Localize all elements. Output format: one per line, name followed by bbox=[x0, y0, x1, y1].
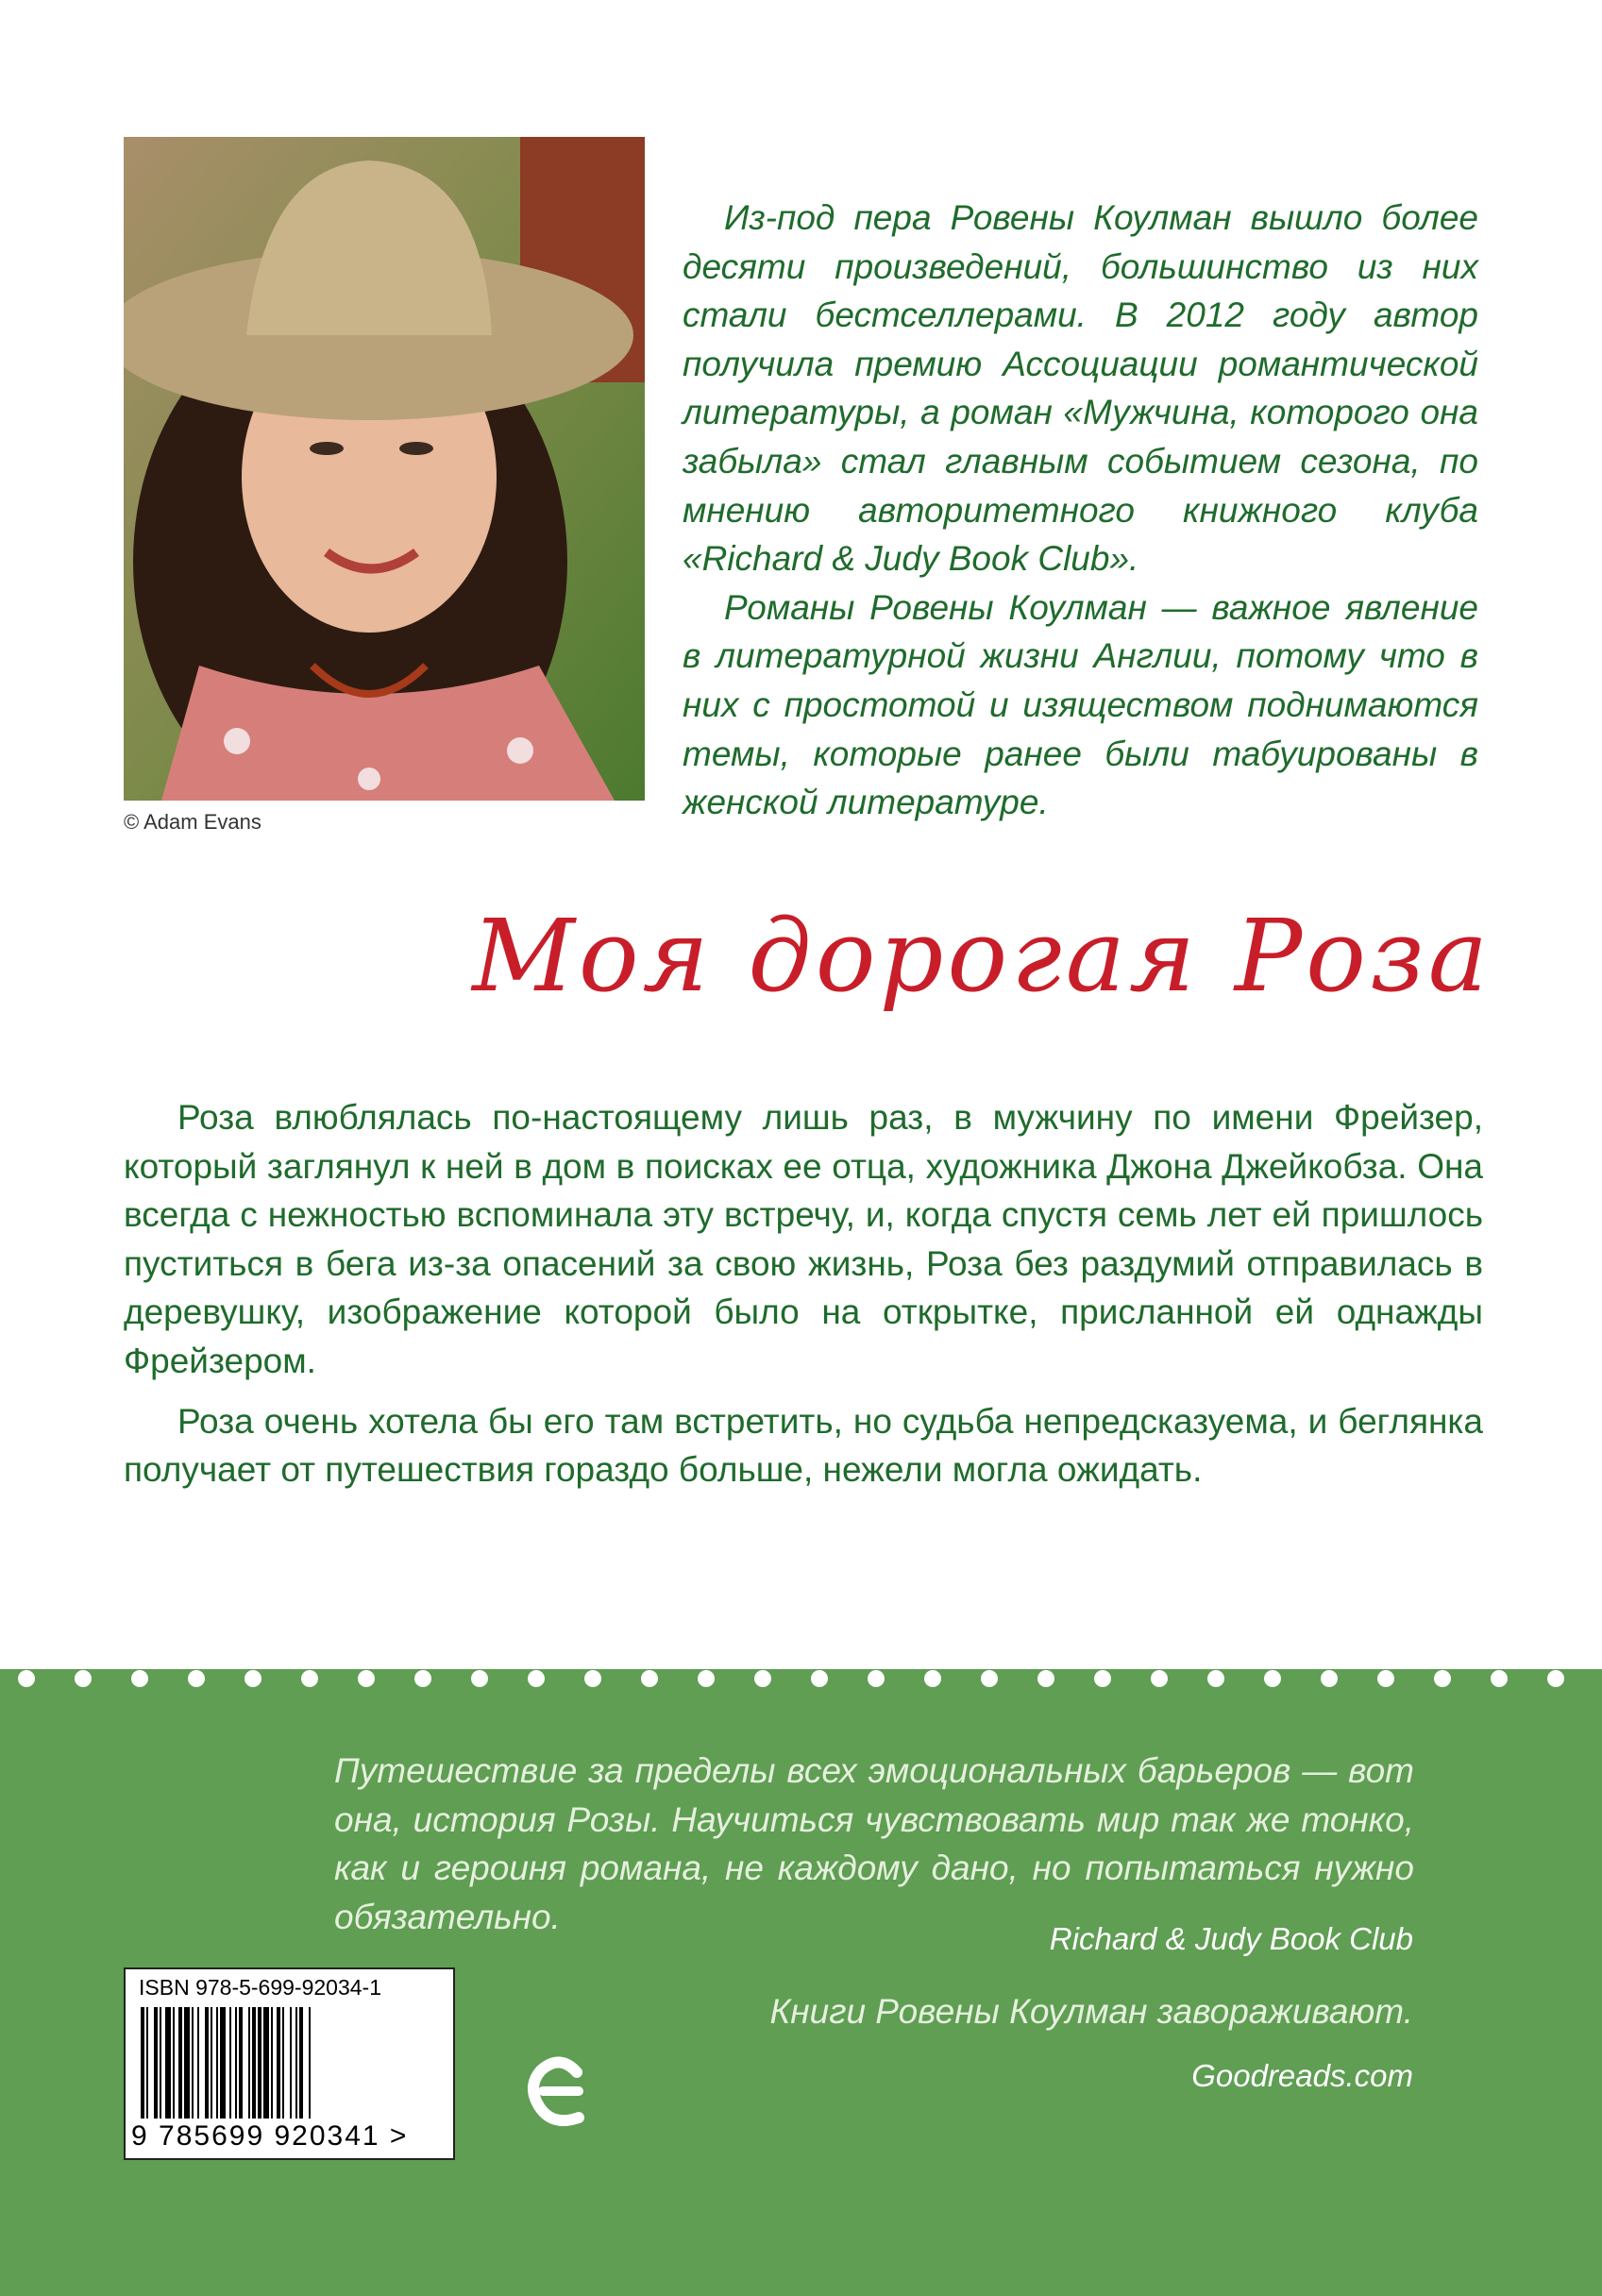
binding-ring bbox=[471, 1670, 488, 1687]
author-bio bbox=[683, 194, 1478, 827]
binding-ring bbox=[131, 1670, 148, 1687]
binding-ring bbox=[75, 1670, 92, 1687]
review-quote-2: Книги Ровены Коулман завораживают. bbox=[769, 1992, 1413, 2031]
binding-ring bbox=[18, 1670, 35, 1687]
barcode-bar bbox=[290, 2007, 292, 2119]
binding-ring bbox=[981, 1670, 998, 1687]
photo-credit: © Adam Evans bbox=[124, 810, 261, 834]
barcode-bar bbox=[141, 2007, 144, 2119]
publisher-logo-icon bbox=[522, 2044, 598, 2138]
barcode-bar bbox=[229, 2007, 231, 2119]
binding-ring bbox=[1491, 1670, 1508, 1687]
barcode-digits: 9 785699 920341 > bbox=[131, 2120, 409, 2152]
review-quote-source: Richard & Judy Book Club bbox=[1049, 1921, 1413, 1956]
bio-paragraph: Романы Ровены Коулман — важное явление в литературной жизни Англии, потому что в них с простотой и изяществом поднимаются темы, которые ранее были табуированы в женской литературе. bbox=[683, 587, 1478, 822]
barcode-bar bbox=[299, 2007, 303, 2119]
binding-ring bbox=[1037, 1670, 1054, 1687]
binding-ring bbox=[584, 1670, 601, 1687]
isbn-label: ISBN 978-5-699-92034-1 bbox=[139, 1975, 381, 2000]
book-title: Моя дорогая Роза bbox=[472, 898, 1492, 1014]
binding-ring bbox=[811, 1670, 828, 1687]
binding-ring bbox=[924, 1670, 941, 1687]
barcode-bar bbox=[252, 2007, 256, 2119]
binding-ring bbox=[1207, 1670, 1224, 1687]
review-quote: Путешествие за пределы всех эмоциональных барьеров — вот она, история Розы. Научиться чувствовать мир так же тонко, как и героиня романа, не каждому дано, но попытаться нужно обязательно. bbox=[334, 1751, 1414, 1936]
binding-ring bbox=[1094, 1670, 1111, 1687]
bio-paragraph: Из-под пера Ровены Коулман вышло более десяти произведений, большинство из них стали бестселлерами. В 2012 году автор получила премию Ассоциации романтической литературы, а роман «Мужчина, которого она забыла» стал главным событием сезона, по мнению авторитетного книжного клуба «Richard & Judy Book Club». bbox=[683, 198, 1478, 579]
barcode-bar bbox=[184, 2007, 190, 2119]
barcode-bar bbox=[173, 2007, 175, 2119]
binding-ring bbox=[868, 1670, 885, 1687]
barcode-bar bbox=[165, 2007, 171, 2119]
binding-ring bbox=[1321, 1670, 1338, 1687]
binding-ring bbox=[1377, 1670, 1394, 1687]
barcode-bar bbox=[295, 2007, 297, 2119]
binding-ring bbox=[1434, 1670, 1451, 1687]
annotation-paragraph: Роза очень хотела бы его там встретить, но судьба непредсказуема, и беглянка получает от путешествия гораздо больше, нежели могла ожидать. bbox=[124, 1401, 1483, 1490]
barcode-bar bbox=[205, 2007, 209, 2119]
binding-ring bbox=[698, 1670, 715, 1687]
binding-ring bbox=[1264, 1670, 1281, 1687]
binding-ring bbox=[641, 1670, 658, 1687]
barcode-bar bbox=[309, 2007, 311, 2119]
binding-ring bbox=[1547, 1670, 1564, 1687]
barcode-bar bbox=[192, 2007, 194, 2119]
barcode-block bbox=[124, 1967, 455, 2160]
barcode-icon bbox=[137, 2007, 441, 2119]
binding-ring bbox=[1151, 1670, 1168, 1687]
book-annotation bbox=[124, 1093, 1483, 1506]
binding-ring bbox=[245, 1670, 261, 1687]
barcode-bar bbox=[258, 2007, 261, 2119]
barcode-bar bbox=[239, 2007, 243, 2119]
review-quote-2-source: Goodreads.com bbox=[1191, 2058, 1413, 2093]
barcode-bar bbox=[178, 2007, 182, 2119]
barcode-bar bbox=[154, 2007, 158, 2119]
barcode-bar bbox=[263, 2007, 269, 2119]
binding-ring bbox=[188, 1670, 205, 1687]
annotation-paragraph: Роза влюблялась по-настоящему лишь раз, в мужчину по имени Фрейзер, который заглянул к ней в дом в поисках ее отца, художника Джона Джейкобза. Она всегда с нежностью вспоминала эту встречу, и, когда спустя семь лет ей пришлось пуститься в бега из-за опасений за свою жизнь, Роза без раздумий отправилась в деревушку, изображение которой было на открытке, присланной ей однажды Фрейзером. bbox=[124, 1098, 1483, 1380]
binding-ring bbox=[414, 1670, 431, 1687]
barcode-bar bbox=[220, 2007, 226, 2119]
binding-ring bbox=[754, 1670, 771, 1687]
barcode-bar bbox=[235, 2007, 237, 2119]
barcode-bar bbox=[216, 2007, 218, 2119]
binding-ring bbox=[528, 1670, 545, 1687]
binding-ring bbox=[358, 1670, 375, 1687]
barcode-bar bbox=[277, 2007, 280, 2119]
barcode-bar bbox=[248, 2007, 250, 2119]
barcode-bar bbox=[271, 2007, 273, 2119]
binding-ring bbox=[301, 1670, 318, 1687]
barcode-bar bbox=[197, 2007, 199, 2119]
binding-rings bbox=[0, 1643, 1602, 1709]
barcode-bar bbox=[282, 2007, 284, 2119]
barcode-bar bbox=[146, 2007, 148, 2119]
barcode-bar bbox=[211, 2007, 212, 2119]
author-photo bbox=[124, 137, 645, 801]
barcode-bar bbox=[160, 2007, 161, 2119]
